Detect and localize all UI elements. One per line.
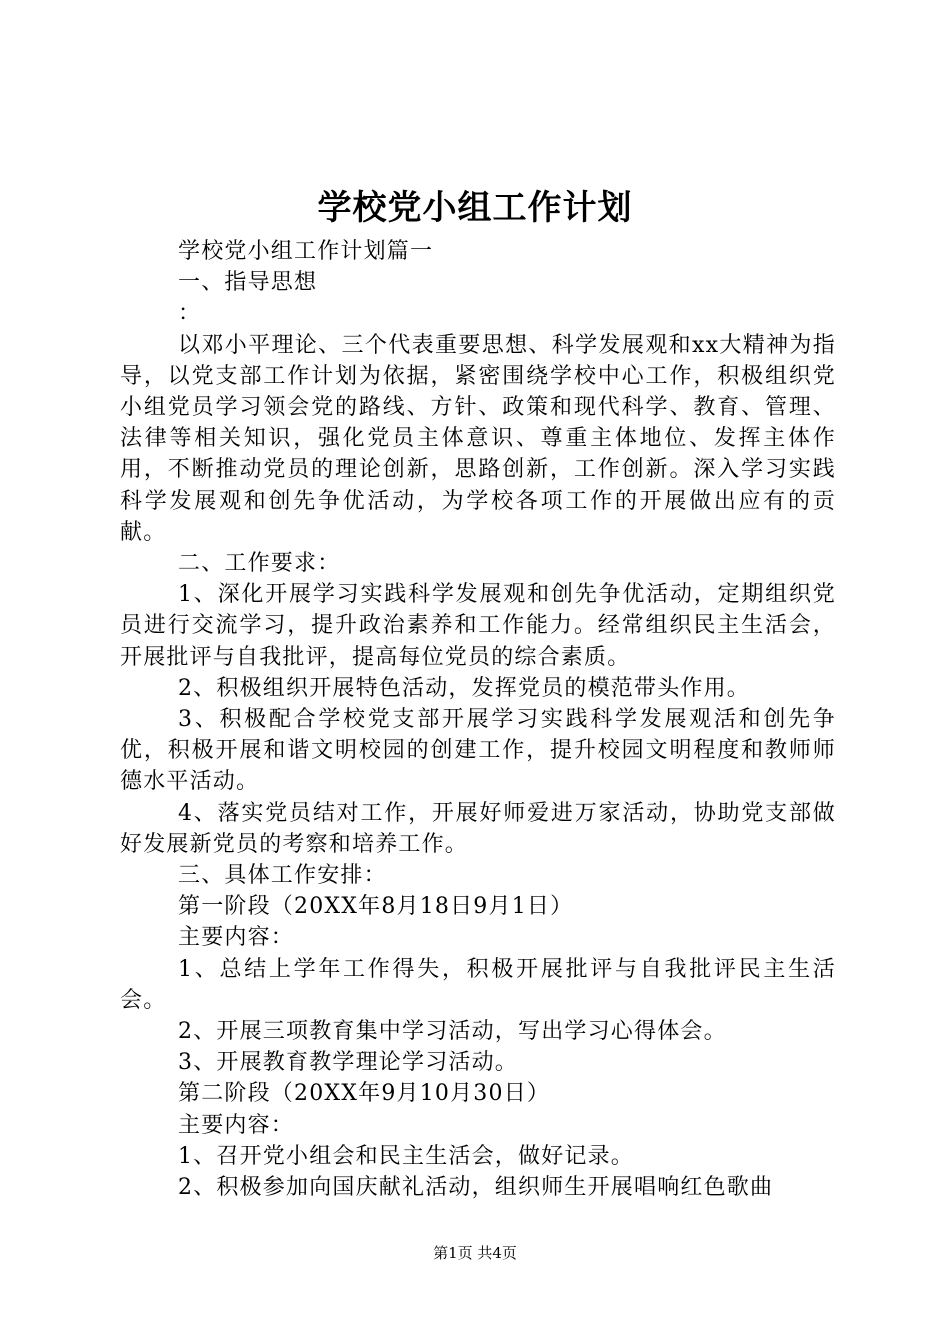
section-heading-part-one: 学校党小组工作计划篇一	[178, 239, 434, 264]
stage-one-item-3: 3、开展教育教学理论学习活动。	[178, 1050, 518, 1076]
stage-one-heading: 第一阶段（20XX年8月18日9月1日）	[178, 894, 574, 920]
requirement-item-1: 1、深化开展学习实践科学发展观和创先争优活动，定期组织党员进行交流学习，提升政治素养和工作能力。经常组织民主生活会，开展批评与自我批评，提高每位党员的综合素质。	[120, 582, 836, 670]
stage-one-item-1: 1、总结上学年工作得失，积极开展批评与自我批评民主生活会。	[120, 956, 836, 1013]
document-title: 学校党小组工作计划	[317, 188, 633, 228]
stage-two-heading: 第二阶段（20XX年9月10月30日）	[178, 1081, 551, 1107]
stage-one-item-2: 2、开展三项教育集中学习活动，写出学习心得体会。	[178, 1019, 727, 1045]
heading-work-arrangement: 三、具体工作安排：	[178, 863, 387, 889]
requirement-item-3: 3、积极配合学校党支部开展学习实践科学发展观活和创先争优，积极开展和谐文明校园的创建工作，提升校园文明程度和教师师德水平活动。	[120, 707, 836, 795]
stage-two-item-2: 2、积极参加向国庆献礼活动，组织师生开展唱响红色歌曲	[178, 1175, 774, 1201]
requirement-item-2: 2、积极组织开展特色活动，发挥党员的模范带头作用。	[178, 675, 750, 701]
stage-two-content-label: 主要内容：	[178, 1112, 295, 1138]
page-footer: 第1页 共4页	[433, 1244, 517, 1262]
stage-one-content-label: 主要内容：	[178, 925, 295, 951]
heading-work-requirements: 二、工作要求：	[178, 551, 341, 577]
colon-line: ：	[178, 301, 202, 327]
paragraph-guiding-ideology: 以邓小平理论、三个代表重要思想、科学发展观和xx大精神为指导，以党支部工作计划为依据，紧密围绕学校中心工作，积极组织党小组党员学习领会党的路线、方针、政策和现代科学、教育、管理、法律等相关知识，强化党员主体意识、尊重主体地位、发挥主体作用，不断推动党员的理论创新，思路创新，工作创新。深入学习实践科学发展观和创先争优活动，为学校各项工作的开展做出应有的贡献。	[120, 332, 836, 545]
document-body	[120, 236, 836, 1203]
stage-two-item-1: 1、召开党小组会和民主生活会，做好记录。	[178, 1143, 634, 1169]
requirement-item-4: 4、落实党员结对工作，开展好师爱进万家活动，协助党支部做好发展新党员的考察和培养工作。	[120, 800, 836, 857]
heading-guiding-ideology: 一、指导思想	[178, 270, 318, 296]
